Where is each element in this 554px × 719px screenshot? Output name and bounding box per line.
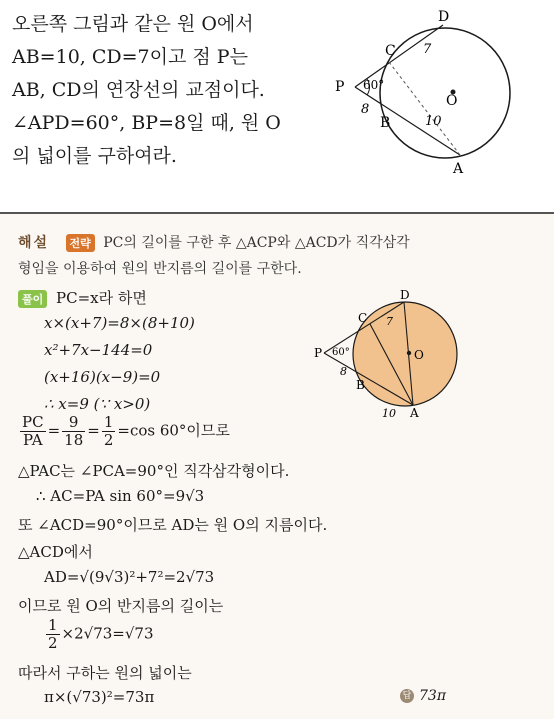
answer: [400, 688, 446, 704]
angle-60: 60°: [363, 78, 385, 92]
problem-line-2: AB=10, CD=7이고 점 P는: [12, 46, 248, 68]
line-ad: AD=√(9√3)²+7²=2√73: [44, 568, 215, 586]
problem-text: [12, 8, 312, 173]
length-8: 8: [361, 102, 370, 117]
problem-line-5: 의 넓이를 구하여라.: [12, 145, 177, 167]
eq-2: x²+7x−144=0: [44, 341, 153, 359]
ratio-line: $\frac{PC}{PA}$ = $\frac{9}{18}$ = $\frac{1}{2}$ =cos 60°이므로: [22, 413, 230, 449]
label-c: C: [385, 43, 396, 59]
line-acd-2: △ACD에서: [18, 543, 93, 561]
pul-tag: 풀이: [18, 290, 47, 308]
pul-text: PC=x라 하면: [56, 289, 147, 307]
sol-label-o: O: [414, 348, 424, 362]
label-d: D: [438, 9, 450, 25]
problem-section: [0, 0, 554, 205]
problem-line-4: ∠APD=60°, BP=8일 때, 원 O: [12, 112, 281, 134]
eq-4: ∴ x=9 (∵ x>0): [44, 395, 151, 413]
sol-length-10: 10: [382, 407, 396, 419]
problem-line-1: 오른쪽 그림과 같은 원 O에서: [12, 13, 254, 35]
half-frac: $\frac{1}{2}$: [48, 616, 58, 652]
ratio-frac-2: $\frac{9}{18}$: [64, 413, 84, 449]
line-area: 따라서 구하는 원의 넓이는: [18, 664, 192, 682]
problem-line-3: AB, CD의 연장선의 교점이다.: [12, 79, 265, 101]
strategy-text-2: 형임을 이용하여 원의 반지름의 길이를 구한다.: [18, 261, 302, 277]
solution-section: [0, 214, 554, 719]
strategy-tag: 전략: [66, 234, 95, 252]
line-area-eq: π×(√73)²=73π: [44, 688, 155, 706]
label-a: A: [453, 161, 464, 177]
segment-pa: [355, 87, 460, 155]
strategy-text: PC의 길이를 구한 후 △ACP와 △ACD가 직각삼각: [103, 235, 410, 251]
ratio-frac-1: $\frac{PC}{PA}$: [22, 413, 44, 449]
eq-1: x×(x+7)=8×(8+10): [44, 314, 195, 332]
pul-line: [18, 287, 147, 308]
sol-center-dot: [407, 351, 411, 355]
solution-header: [18, 232, 410, 252]
sol-label-a: A: [410, 406, 419, 419]
line-pac: △PAC는 ∠PCA=90°인 직각삼각형이다.: [18, 462, 290, 480]
sol-label-d: D: [400, 289, 410, 302]
sol-angle-60: 60°: [332, 347, 350, 358]
label-p: P: [335, 79, 345, 95]
sol-length-8: 8: [340, 365, 347, 378]
answer-badge: 답: [400, 689, 414, 703]
sol-label-b: B: [356, 378, 365, 392]
sol-label-p: P: [314, 346, 323, 360]
problem-diagram: [325, 5, 545, 195]
label-b: B: [380, 115, 391, 131]
answer-value: 73π: [419, 688, 447, 704]
sol-length-7: 7: [386, 315, 393, 328]
length-7: 7: [423, 42, 432, 57]
circle-o: [380, 28, 510, 158]
length-10: 10: [425, 114, 442, 129]
eq-3: (x+16)(x−9)=0: [44, 368, 161, 386]
ratio-frac-3: $\frac{1}{2}$: [103, 413, 114, 449]
line-ac: ∴ AC=PA sin 60°=9√3: [36, 487, 205, 505]
solution-label: 해설: [18, 235, 50, 251]
half-line: $\frac{1}{2}$ ×2√73=√73: [48, 616, 154, 652]
label-o: O: [446, 93, 458, 109]
line-acd: 또 ∠ACD=90°이므로 AD는 원 O의 지름이다.: [18, 516, 328, 534]
line-radius: 이므로 원 O의 반지름의 길이는: [18, 597, 224, 615]
sol-label-c: C: [358, 311, 368, 325]
solution-diagram: [300, 289, 470, 419]
